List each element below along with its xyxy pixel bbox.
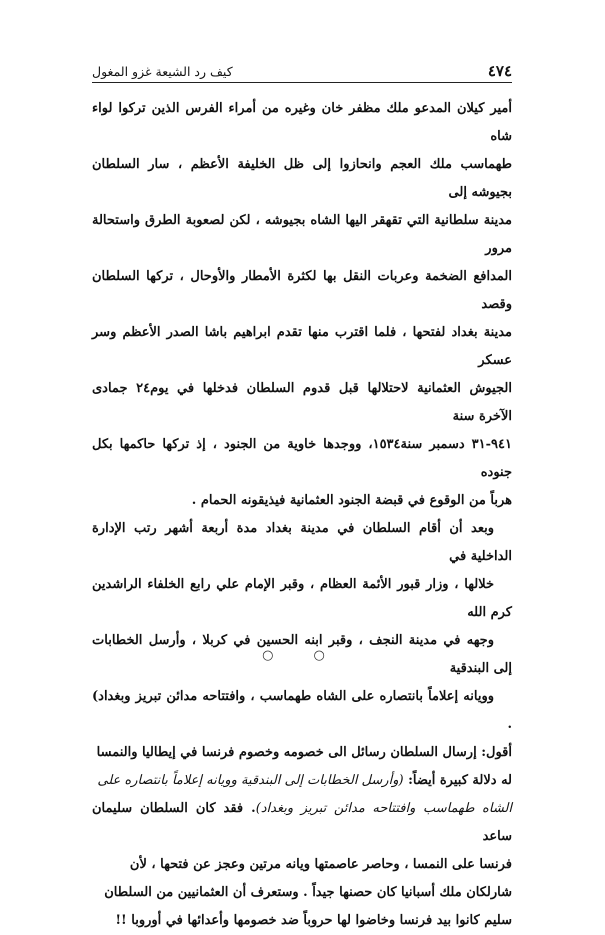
page-header bbox=[92, 60, 512, 83]
paragraph-commentary bbox=[92, 739, 512, 935]
page-number: ٤٧٤ bbox=[487, 62, 512, 80]
text-line bbox=[92, 767, 512, 795]
quoted-text: (وأرسل الخطابات إلى البندقية وويانه إعلاماً بانتصاره على bbox=[97, 773, 404, 788]
text-line: خلالها ، وزار قبور الأئمة العظام ، وقبر الإمام علي رابع الخلفاء الراشدين كرم الله bbox=[92, 577, 512, 620]
quoted-text: الشاه طهماسب وافتتاحه مدائن تبريز وبغداد) bbox=[255, 801, 513, 816]
text-line: طهماسب ملك العجم وانحازوا إلى ظل الخليفة الأعظم ، سار السلطان بجيوشه إلى bbox=[92, 157, 512, 200]
text-line: شارلكان ملك أسبانيا كان حصنها جيداً . وستعرف أن العثمانيين من السلطان bbox=[104, 885, 512, 900]
text-line: سليم كانوا بيد فرنسا وخاضوا لها حروباً ضد خصومها وأعدائها في أوروبا !! bbox=[115, 913, 512, 928]
section-end-ornament: ○ ○ bbox=[262, 648, 343, 663]
paragraph-second bbox=[92, 515, 512, 739]
text-run: له دلالة كبيرة أيضاً: bbox=[403, 773, 512, 788]
text-line: مدينة سلطانية التي تقهقر اليها الشاه بجيوشه ، لكن لصعوبة الطرق واستحالة مرور bbox=[92, 213, 512, 256]
text-line: وجهه في مدينة النجف ، وقبر ابنه الحسين في كربلا ، وأرسل الخطابات إلى البندقية bbox=[92, 633, 512, 676]
text-line: ٩٤١-٣١ دسمبر سنة١٥٣٤، ووجدها خاوية من الجنود ، إذ تركها حاكمها بكل جنوده bbox=[92, 437, 512, 480]
text-line: المدافع الضخمة وعربات النقل بها لكثرة الأمطار والأوحال ، تركها السلطان وقصد bbox=[92, 269, 512, 312]
text-run: . فقد كان السلطان سليمان ساعد bbox=[92, 801, 512, 844]
text-line: هرباً من الوقوع في قبضة الجنود العثمانية فيذيقونه الحمام . bbox=[191, 493, 512, 508]
text-line: وويانه إعلاماً بانتصاره على الشاه طهماسب ، وافتتاحه مدائن تبريز وبغداد) . bbox=[92, 689, 512, 732]
text-line: مدينة بغداد لفتحها ، فلما اقترب منها تقدم ابراهيم باشا الصدر الأعظم وسر عسكر bbox=[92, 325, 512, 368]
text-line bbox=[92, 795, 512, 851]
text-line: فرنسا على النمسا ، وحاصر عاصمتها ويانه مرتين وعجز عن فتحها ، لأن bbox=[129, 857, 512, 872]
body-text bbox=[92, 95, 512, 935]
text-line: أقول: إرسال السلطان رسائل الى خصومه وخصوم فرنسا في إيطاليا والنمسا bbox=[96, 745, 512, 760]
text-line: وبعد أن أقام السلطان في مدينة بغداد مدة أربعة أشهر رتب الإدارة الداخلية في bbox=[92, 521, 512, 564]
text-line: الجيوش العثمانية لاحتلالها قبل قدوم السلطان فدخلها في يوم٢٤ جمادى الآخرة سنة bbox=[92, 381, 512, 424]
paragraph-narrative bbox=[92, 95, 512, 515]
text-line: أمير كيلان المدعو ملك مظفر خان وغيره من أمراء الفرس الذين تركوا لواء شاه bbox=[92, 101, 512, 144]
running-title: كيف رد الشيعة غزو المغول bbox=[92, 64, 233, 79]
